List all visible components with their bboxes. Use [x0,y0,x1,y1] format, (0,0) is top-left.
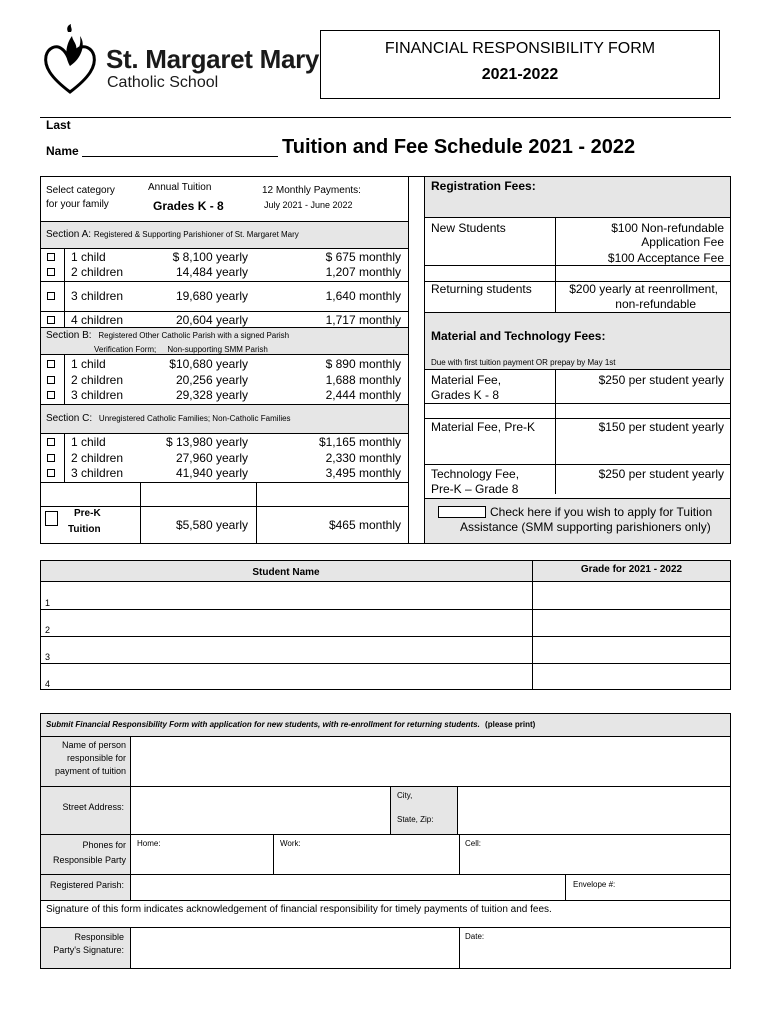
schedule-top-rule [40,117,731,118]
student-col-divider [532,560,533,690]
section-b-2-yearly: 20,256 yearly [175,373,248,387]
assistance-text-a: Check here if you wish to apply for Tuition [490,505,713,519]
phone-divider-1 [273,834,274,874]
section-c-label: Section C: Unregistered Catholic Families; Non-Catholic Families [46,413,291,424]
school-subtitle: Catholic School [107,74,219,91]
section-c-1-checkbox[interactable] [47,438,55,446]
section-b-3-checkbox[interactable] [47,391,55,399]
signature-field[interactable] [131,928,458,968]
section-b-1-yearly: $10,680 yearly [169,357,248,371]
section-b-3-yearly: 29,328 yearly [175,388,248,402]
section-b-3-children: 3 children [71,388,124,402]
new-fee-2: $100 Acceptance Fee [607,251,724,265]
mat-col-divider [555,370,556,494]
technology-label-b: Pre-K – Grade 8 [431,482,519,496]
phone-divider-2 [459,834,460,874]
name-label: Name [46,144,79,158]
section-a-4-yearly: 20,604 yearly [175,313,248,327]
returning-fee-a: $200 yearly at reenrollment, [569,282,718,296]
state-zip-label: State, Zip: [397,815,434,824]
city-state-zip-field[interactable] [459,787,730,834]
section-a-1-yearly: $ 8,100 yearly [172,250,248,264]
annual-tuition-header: Annual Tuition [148,182,212,193]
col-divider-a1 [64,249,65,327]
student-rule-3 [41,663,730,664]
section-a-3-checkbox[interactable] [47,292,55,300]
student-rule-2 [41,636,730,637]
student-row-4[interactable]: 4 [45,679,51,689]
material-prek-label: Material Fee, Pre-K [431,420,536,434]
material-k8-fee: $250 per student yearly [598,373,724,387]
school-name: St. Margaret Mary [106,44,320,74]
monthly-range: July 2021 - June 2022 [264,200,353,210]
name-underline[interactable] [82,156,278,157]
submit-instruction: Submit Financial Responsibility Form with application for new students, with re-enrollment for returning students. (please print) [46,720,536,729]
category-header: Select category for your family [46,185,115,210]
technology-fee: $250 per student yearly [598,467,724,481]
section-a-label: Section A: Registered & Supporting Parishioner of St. Margaret Mary [46,229,299,240]
prek-top-rule [41,482,408,483]
material-k8-label-a: Material Fee, [431,373,502,387]
reg-rule-1 [425,265,730,266]
grade-header: Grade for 2021 - 2022 [580,564,683,575]
street-field[interactable] [131,787,389,834]
returning-label: Returning students [431,282,532,296]
assistance-checkbox[interactable] [438,506,486,518]
section-a-2-yearly: 14,484 yearly [175,265,248,279]
submit-rule-2 [41,834,730,835]
prek-mid-rule [41,506,408,507]
section-b-1-children: 1 child [71,357,106,371]
panel-divider [408,176,409,544]
prek-label-1: Pre-K [74,508,101,519]
section-c-1-yearly: $ 13,980 yearly [165,435,248,449]
section-a-1-monthly: $ 675 monthly [325,250,401,264]
section-a-rule [41,281,408,282]
schedule-title: Tuition and Fee Schedule 2021 - 2022 [282,136,636,158]
section-a-4-monthly: 1,717 monthly [325,313,401,327]
section-a-1-children: 1 child [71,250,106,264]
date-divider [459,927,460,969]
section-c-1-monthly: $1,165 monthly [318,435,401,449]
col-divider-prek1 [140,482,141,544]
section-c-2-checkbox[interactable] [47,454,55,462]
section-c-2-yearly: 27,960 yearly [175,451,248,465]
envelope-label[interactable]: Envelope #: [573,880,616,889]
section-a-rule-2 [41,311,408,312]
street-label: Street Address: [62,802,124,812]
section-b-label: Section B: Registered Other Catholic Parish with a signed Parish [46,330,290,341]
section-b-2-monthly: 1,688 monthly [325,373,401,387]
student-row-2[interactable]: 2 [45,625,51,635]
person-label: Name of person responsible for payment of tuition [54,740,126,776]
section-b-1-monthly: $ 890 monthly [325,357,401,371]
section-b-1-checkbox[interactable] [47,360,55,368]
person-field[interactable] [131,738,730,786]
section-a-3-children: 3 children [71,289,124,303]
assistance-text-b: Assistance (SMM supporting parishioners only) [460,520,711,534]
section-a-1-checkbox[interactable] [47,253,55,261]
section-a-3-monthly: 1,640 monthly [325,289,401,303]
section-b-2-children: 2 children [71,373,124,387]
mat-rule-2 [425,418,730,419]
date-label[interactable]: Date: [465,932,485,941]
section-a-4-children: 4 children [71,313,124,327]
section-a-3-yearly: 19,680 yearly [175,289,248,303]
registration-fees-title: Registration Fees: [431,179,536,193]
last-label: Last [46,118,71,132]
section-a-2-checkbox[interactable] [47,268,55,276]
monthly-header: 12 Monthly Payments: [262,185,361,196]
col-divider-c1 [64,434,65,482]
student-row-3[interactable]: 3 [45,652,51,662]
new-fee-1a: $100 Non-refundable [611,221,724,235]
parish-field[interactable] [131,875,564,900]
city-label: City, [397,791,413,800]
acknowledgement-text: Signature of this form indicates acknowledgement of financial responsibility for timely payments of tuition and fees. [46,904,552,915]
col-divider-b1 [64,355,65,404]
section-c-3-monthly: 3,495 monthly [325,466,401,480]
material-fees-title: Material and Technology Fees: [431,329,606,343]
signature-label: Responsible Party's Signature: [53,932,124,955]
form-year: 2021-2022 [481,66,559,83]
work-phone-label[interactable]: Work: [280,839,301,848]
technology-label-a: Technology Fee, [431,467,520,481]
student-row-1[interactable]: 1 [45,598,51,608]
mat-rule-3 [425,464,730,465]
new-fee-1b: Application Fee [641,235,724,249]
submit-rule-4 [41,900,730,901]
section-c-3-children: 3 children [71,466,124,480]
envelope-divider [565,874,566,900]
section-c-2-children: 2 children [71,451,124,465]
section-b-2-checkbox[interactable] [47,376,55,384]
material-fees-note: Due with first tuition payment OR prepay by May 1st [431,358,616,367]
section-a-2-monthly: 1,207 monthly [325,265,401,279]
material-prek-fee: $150 per student yearly [598,420,724,434]
parish-label: Registered Parish: [49,880,124,890]
section-c-3-yearly: 41,940 yearly [175,466,248,480]
section-b-3-monthly: 2,444 monthly [325,388,401,402]
material-k8-label-b: Grades K - 8 [431,388,500,402]
col-divider-prek2 [256,482,257,544]
mat-rule-1 [425,403,730,404]
returning-fee-b: non-refundable [615,297,696,311]
home-phone-label[interactable]: Home: [137,839,161,848]
prek-label-2: Tuition [68,524,101,535]
phones-label: Phones for Responsible Party [52,840,126,865]
section-a-4-checkbox[interactable] [47,316,55,324]
section-c-3-checkbox[interactable] [47,469,55,477]
school-logo [40,22,100,98]
prek-yearly: $5,580 yearly [175,518,248,532]
grades-header: Grades K - 8 [153,199,224,213]
student-rule-1 [41,609,730,610]
cell-phone-label[interactable]: Cell: [465,839,482,848]
section-b-desc2: Verification Form; Non-supporting SMM Parish [94,345,268,354]
prek-monthly: $465 monthly [328,518,401,532]
new-students-label: New Students [431,221,506,235]
heart-flame-icon [40,22,100,98]
section-a-2-children: 2 children [71,265,124,279]
prek-checkbox[interactable] [45,511,58,526]
section-c-2-monthly: 2,330 monthly [325,451,401,465]
student-name-header: Student Name [252,567,320,578]
section-c-1-children: 1 child [71,435,106,449]
form-title: FINANCIAL RESPONSIBILITY FORM [384,40,656,57]
